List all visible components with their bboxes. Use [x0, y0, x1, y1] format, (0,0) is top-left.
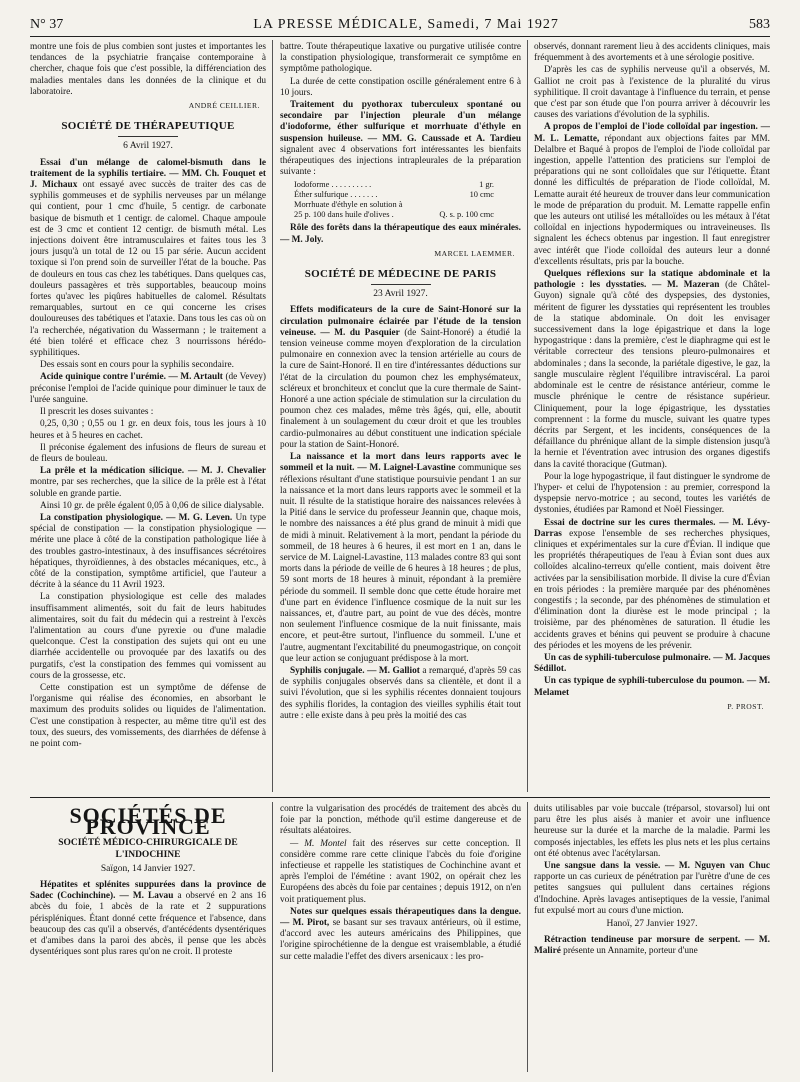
section-heading: SOCIÉTÉ DE THÉRAPEUTIQUE: [61, 120, 235, 133]
paragraph: Il préconise également des infusions de fleurs de sureau et de fleurs de bouleau.: [30, 442, 266, 464]
article: [280, 452, 521, 665]
article-title: Syphilis conjugale. — M. Galliot: [290, 665, 420, 676]
article: [280, 839, 521, 906]
article: [30, 372, 266, 406]
section-rule: [118, 136, 178, 137]
article-title: Un cas de syphili-tuberculose pulmonaire. — M. Jacques Sédillot.: [534, 652, 770, 675]
paragraph: battre. Toute thérapeutique laxative ou purgative utilisée contre la constipation physiologique, transformerait ce symptôme en symptôme pathologique.: [280, 42, 521, 75]
author-signature: P. PROST.: [727, 701, 764, 711]
article-title: Acide quinique contre l'urémie. — M. Artault: [40, 372, 223, 383]
article-body: rapporte un cas curieux de pénétration par l'urètre d'une de ces petites sangsues qui pullulent dans certaines régions d'Indochine. Après lavages antiseptiques de la vessie, l'animal fut expulsé mort au cours d'une miction.: [534, 872, 770, 916]
article-body: montre, par ses recherches, que la silice de la prêle est à l'état soluble en grande partie.: [30, 477, 266, 499]
prescription-formula: [294, 180, 521, 220]
article: [280, 223, 521, 245]
bottom-column-1: [30, 804, 266, 1076]
column-1: [30, 42, 266, 794]
session-date: 23 Avril 1927.: [373, 289, 428, 300]
article: [534, 676, 770, 698]
article-body: (de Saint-Honoré) a étudié la tension veineuse comme moyen d'exploration de la circulation pulmonaire en connexion avec la tension artérielle au cours de la cure de Saint-Honoré. Il en tire d'intéressantes déductions sur l'état de la circulation du poumon chez les emphysémateux, scléreux et bronchiteux et conclut que la cure thermale de Saint-Honoré a une action spéciale de stimulation sur la circulation du poumon chez ces malades, même très âgés, qui, elle, aboutit finalement à un soulagement du cœur droit et que les troubles cardio-pulmonaires au début constituent une indication spéciale pour la station de Saint-Honoré.: [280, 327, 521, 450]
paragraph: montre une fois de plus combien sont justes et importantes les tendances de la psychiatrie française contemporaine à chercher, chaque fois que c'est possible, la différenciation des maladies mentales dans les données de la clinique et du laboratoire.: [30, 42, 266, 97]
masthead: [30, 14, 770, 37]
article-title: La naissance et la mort dans leurs rapports avec le sommeil et la nuit. — M. Laignel-Lavastine: [280, 452, 521, 474]
article: [280, 907, 521, 963]
article: [534, 935, 770, 957]
article-body: se basant sur ses travaux antérieurs, où il estime, d'accord avec les auteurs américains des Philippines, que l'origine spirochétienne de la dengue est vraisemblable, a étudié sur cette maladie l'effet des divers arsenicaux : les pro-: [280, 918, 521, 962]
column-2: [280, 42, 521, 794]
article: [534, 861, 770, 917]
article: [534, 122, 770, 268]
paragraph: contre la vulgarisation des procédés de traitement des abcès du foie par la ponction, méthode qu'il estime dangereuse et de résultats aléatoires.: [280, 804, 521, 837]
ingredient: Iodoforme . . . . . . . . . .: [294, 180, 372, 190]
article-body: expose l'ensemble de ses recherches physiques, cliniques et expérimentales sur la cure d'Évian. Il indique que les propriétés thérapeutiques de l'eau à Évian sont dues aux colloïdes alcalino-terreux qu'elle contient, mais doivent être activées par la sensibilisation morbide. Il divise la cure d'Évian en trois périodes : la première marquée par des phénomènes congestifs ; la seconde, par des phénomènes de stimulation et d'élimination dont la diurèse est le mode principal ; la troisième, par des phénomènes de saturation. Il étudie les accidents graves et bénins qui peuvent se produire à chacune des périodes et les moyens de les prévenir.: [534, 528, 770, 651]
column-rule: [527, 802, 528, 1072]
article-title: Hépatites et splénites suppurées dans la province de Sadec (Cochinchine). — M. Lavau: [30, 880, 266, 902]
article-title: La constipation physiologique. — M. G. Leven.: [40, 512, 233, 523]
section-heading: SOCIÉTÉ MÉDICO-CHIRURGICALE DE L'INDOCHINE: [58, 838, 238, 860]
section-heading: SOCIÉTÉ DE MÉDECINE DE PARIS: [304, 268, 497, 281]
session-date: Hanoï, 27 Janvier 1927.: [606, 919, 698, 930]
paragraph: duits utilisables par voie buccale (tréparsol, stovarsol) lui ont paru être les plus aisés à manier et avoir une influence heureuse sur la durée et la marche de la maladie. Parmi les composés injectables, les effets les plus nets et les plus certains ont été obtenus avec l'acétylarsan.: [534, 804, 770, 859]
article: [30, 513, 266, 591]
author-signature: ANDRÉ CEILLIER.: [188, 101, 260, 111]
article: [30, 158, 266, 360]
article-title: Traitement du pyothorax tuberculeux spontané ou secondaire par l'injection pleurale d'un mélange d'iodoforme, éther sulfurique et morrhuate d'éthyle en suspension huileuse. — MM. G. Caussade et A. Tardieu: [280, 100, 521, 144]
article-title: Une sangsue dans la vessie. — M. Nguyen van Chuc: [544, 861, 770, 872]
article-body: a remarqué, d'après 59 cas de syphilis conjugales observés dans sa clientèle, et dont il a suivi l'évolution, que si les syphilis récentes donnaient toujours des syphilis florides, la contagion des vieilles syphilis était tout autre : elle existe dans à peu près la moitié des cas: [280, 665, 521, 721]
article: [534, 653, 770, 675]
article-body: fait des réserves sur cette conception. Il considère comme rare cette clinique l'abcès du foie d'origine infectieuse et rappelle les statistiques de Cochinchine avant et après l'emploi de l'émétine : avant 1902, on opérait chez les Européens des abcès du foie par centaines ; depuis 1912, on n'en voit pratiquement plus.: [280, 838, 521, 905]
session-date: 6 Avril 1927.: [123, 141, 173, 152]
article-title: La prêle et la médication silicique. — M. J. Chevalier: [40, 466, 266, 477]
bottom-column-3: [534, 804, 770, 1076]
issue-number: N° 37: [30, 17, 64, 32]
column-rule: [527, 40, 528, 792]
dose: 1 gr.: [479, 180, 494, 190]
paragraph: D'après les cas de syphilis nerveuse qu'il a observés, M. Galliot ne croit pas à l'existence de la pluralité du virus syphilitique. Il croit davantage à l'influence du terrain, et pense que c'est par son étude que l'on pourra arriver à découvrir les causes des variations d'évolution de la syphilis.: [534, 65, 770, 121]
paragraph: La durée de cette constipation oscille généralement entre 6 à 10 jours.: [280, 76, 521, 98]
section-rule: [371, 284, 431, 285]
article-title: Notes sur quelques essais thérapeutiques dans la dengue. — M. Pirot,: [280, 906, 521, 929]
paragraph: Des essais sont en cours pour la syphilis secondaire.: [40, 360, 234, 371]
bottom-column-2: [280, 804, 521, 1076]
article-title: Effets modificateurs de la cure de Saint-Honoré sur la circulation pulmonaire éclairée par l'étude de la tension veineuse. — M. du Pasquier: [280, 305, 521, 338]
article-body: a observé en 2 ans 16 abcès du foie, 1 abcès de la rate et 2 suppurations périspléniques. Étant donné cette fréquence et l'absence, dans beaucoup des cas qu'il a observés, d'antécédents dysentériques et d'amibes dans la paroi des abcès, il pense que les abcès dysentériques sont plus rares qu'on ne croit. Il proteste: [30, 891, 266, 958]
section-divider: [30, 797, 770, 798]
page-number: 583: [749, 17, 770, 32]
article: [534, 269, 770, 471]
article: [280, 666, 521, 722]
article-body: Un type spécial de constipation — la constipation physiologique — mérite une place à côté de la constipation pathologique liée à des troubles gastro-intestinaux, à des insuffisances sécrétoires hépatiques, thyroïdiennes, à des obstacles mécaniques, etc., à côté de la constipation, symptôme artificiel, que l'auteur a décrite à la séance du 11 Avril 1923.: [30, 512, 266, 591]
article-title: A propos de l'emploi de l'iode colloïdal par ingestion. — M. L. Lematte,: [534, 122, 770, 144]
journal-title: LA PRESSE MÉDICALE, Samedi, 7 Mai 1927: [253, 17, 559, 32]
article-body: (de Châtel-Guyon) signale qu'à côté des dyspepsies, des dystonies, méritent de figurer les dysstaties qui représentent les troubles de la statique abdominale. On doit les envisager successivement dans la loge épigastrique et dans la loge hypogastrique : dans la première, c'est le diaphragme qui est le véritable correcteur des tensions pleuro-pulmonaires et abdominales ; dans la seconde, la pariétale digestive, le gaz, la sangle musculaire règlent l'équilibre intraviscéral. La paroi abdominale est le centre de résistance antérieur, comme le muscle phrénique le centre de résistance supérieur. Cliniquement, pour la loge épigastrique, les dysstaties comprennent : la forme du muscle, suivant les quatre types décrits par Sergent, et les incidents, conséquences de la défaillance du phrénique allant de la simple distension jusqu'à la hernie et l'éventration avec intrusion des organes digestifs dans la cavité thoracique (Gutman).: [534, 280, 770, 470]
province-heading: SOCIÉTÉS DE PROVINCE: [69, 804, 227, 840]
ingredient: 25 p. 100 dans huile d'olives .: [294, 210, 394, 220]
article: [534, 518, 770, 652]
article-title: Essai d'un mélange de calomel-bismuth dans le traitement de la syphilis tertiaire. — MM. Ch. Fouquet et J. Michaux: [30, 157, 266, 191]
article-title: Rétraction tendineuse par morsure de serpent. — M. Maliré: [534, 935, 770, 957]
column-rule: [272, 802, 273, 1072]
column-rule: [272, 40, 273, 792]
article-body: répondant aux objections faites par MM. Delalbre et Baqué à propos de l'emploi de l'iode colloïdal par ingestion, appelle l'attention des praticiens sur l'emploi de préparations qui ne sont colloïdales que sur l'étiquette. Étant donné les difficultés de préparation de l'iode colloïdal, M. Lematte aurait été heureux de trouver dans leur communication le mode de préparation du produit. M. Lematte rappelle enfin que les auteurs ont utilisé les métalloïdes ou les métaux à l'état colloïdal en injections hypodermiques ou intraveineuses. Ils signalent les échecs obtenus par ingestion. Il faut enregistrer avec intérêt que l'iode colloïdal des auteurs leur a donné d'excellents résultats, pris par la bouche.: [534, 133, 770, 267]
article-title: Essai de doctrine sur les cures thermales. — M. Lévy-Darras: [534, 517, 770, 539]
ingredient: Morrhuate d'éthyle en solution à: [294, 200, 403, 210]
dose: Q. s. p. 100 cmc: [439, 210, 494, 220]
article-body: ont essayé avec succès de traiter des cas de syphilis gommeuses et de syphilis nerveuses par un mélange qui contient, pour 1 cmc d'huile, 5 centigr. de carbonate basique de bismuth et 1 centigr. de calomel. Chaque ampoule est de 3 cmc et contient 12 centigr. de bismuth métal. Les injections doivent être intramusculaires et faites tous les 3 jours jusqu'à un total de 12 ou 15 par série. Aucun accident toxique si l'on prend soin de surveiller l'état de la bouche. Pas de douleurs en tous cas chez les tabétiques. Dans quelques cas, douleurs passagères et très supportables, beaucoup moins fortes qu'avec les piqûres habituelles de calomel. Résultats remarquables, surtout en ce qui concerne les crises douloureuses des tabétiques et l'ataxie. Dans tous les cas où on l'a recherchée, négativation du Wassermann ; le traitement a été bien toléré et efficace chez 3 nourrissons hérédo-syphilitiques.: [30, 180, 266, 359]
article: [30, 880, 266, 958]
article: [280, 305, 521, 451]
paragraph: Cette constipation est un symptôme de défense de l'organisme qui réalise des économies, en absorbant le maximum des produits solides ou liquides de l'alimentation. C'est une constipation à respecter, au même titre qu'il est des toux, des sueurs, des vomissements, des diarrhées de défense à ne point com-: [30, 682, 266, 749]
paragraph: observés, donnant rarement lieu à des accidents cliniques, mais fréquemment à des avortements et à une sérologie positive.: [534, 42, 770, 64]
article-body: communique ses réflexions résultant d'une statistique poursuivie pendant 1 an sur la naissance et la mort dans leurs rapports avec le sommeil et la nuit. Il résulte de la statistique horaire des naissances relevées à la Pitié dans le service du professeur Jeannin que, chaque mois, le nombre des naissances a été plus grand de minuit à midi que de midi à minuit. Relativement à la mort, pendant la période du sommeil, de 18 heures à 6 heures, il est mort en 1 an, dans le service de M. Laignel-Lavastine, 113 malades contre 83 qui sont morts dans la période de veille de 6 heures à 18 heures ; de plus, 59 sont morts de 18 heures à minuit, répondant à la première période du sommeil. Il semble donc que cette étude horaire met d'une part en évidence l'influence cosmique de la nuit sur les naissances, et, d'autre part, au point de vue des décès, montre non seulement l'influence cosmique de la nuit finissante, mais encore, et peut-être surtout, l'influence du sommeil. L'une et l'autre, augmentant l'excitabilité du pneumogastrique, on conçoit que leur action se conjuguant prédispose à la mort.: [280, 463, 521, 664]
dose: 10 cmc: [469, 190, 494, 200]
article-title: Quelques réflexions sur la statique abdominale et la pathologie : les dysstaties. — M. Mazeran: [534, 269, 770, 291]
paragraph: Il prescrit les doses suivantes :: [40, 407, 154, 418]
article-body: (de Vevey) préconise l'emploi de l'acide quinique pour diminuer le taux de l'urée sanguine.: [30, 372, 266, 405]
article-title: Rôle des forêts dans la thérapeutique des eaux minérales. — M. Joly.: [280, 223, 521, 245]
paragraph: Pour la loge hypogastrique, il faut distinguer le syndrome de l'hyper- et celui de l'hypotension : au premier, correspond la dyspepsie nervo-motrice ; au second, toutes les variétés de dystonies, étudiées par Ramond et Noël Fiessinger.: [534, 471, 770, 516]
paragraph: 0,25, 0,30 ; 0,55 ou 1 gr. en deux fois, tous les jours à 10 heures et à 5 heures en cachet.: [30, 419, 266, 441]
article: [280, 100, 521, 178]
author-signature: MARCEL LAEMMER.: [434, 248, 515, 258]
session-date: Saïgon, 14 Janvier 1927.: [100, 863, 196, 874]
article-body: présente un Annamite, porteur d'une: [563, 946, 698, 957]
article-body: signalent avec 4 observations fort intéressantes les bienfaits thérapeutiques des injections intrapleurales de la préparation suivante :: [280, 144, 521, 178]
article-title: Un cas typique de syphili-tuberculose du poumon. — M. Melamet: [534, 676, 770, 698]
article: [30, 466, 266, 500]
ingredient: Éther sulfurique . . . . . . .: [294, 190, 378, 200]
column-3: [534, 42, 770, 794]
paragraph: La constipation physiologique est celle des malades insuffisamment alimentés, soit du fait de leurs habitudes alimentaires, soit du fait du médecin qui a restreint à l'excès l'alimentation au cours d'une pyrexie ou d'une maladie quelconque. C'est la constipation des sujets qui ont eu une diarrhée accidentelle ou provoquée par des laxatifs ou des purgatifs, c'est la constipation des femmes qui vomissent au cours de la grossesse, etc.: [30, 592, 266, 681]
paragraph: Ainsi 10 gr. de prêle égalent 0,05 à 0,06 de silice dialysable.: [40, 500, 264, 511]
article-title: — M. Montel: [290, 838, 347, 849]
